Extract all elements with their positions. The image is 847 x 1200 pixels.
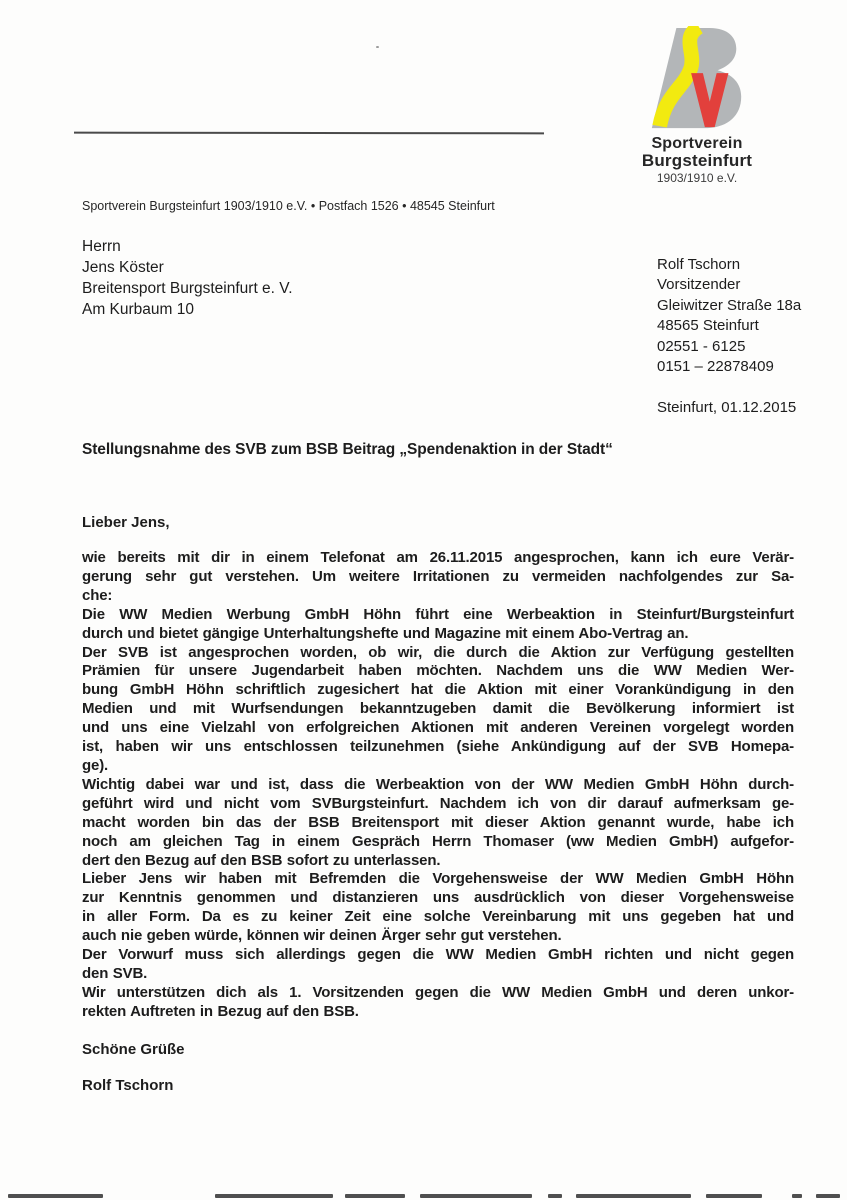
svb-logo-icon	[647, 26, 747, 136]
club-logo	[622, 26, 772, 185]
body-line: bung GmbH Höhn schriftlich zugesichert hat die Aktion mit einer Vorankündigung in den	[82, 681, 794, 699]
body-line: gerung sehr gut verstehen. Um weitere Irritationen zu vermeiden nachfolgendes zur Sa-	[82, 567, 794, 585]
logo-club-name-line2: Burgsteinfurt	[641, 151, 753, 170]
logo-founding-year: 1903/1910 e.V.	[656, 171, 738, 185]
body-line: Lieber Jens wir haben mit Befremden die Vorgehensweise der WW Medien GmbH Höhn	[82, 870, 794, 888]
scan-edge-artifact	[0, 1194, 847, 1198]
sender-contact-block	[657, 255, 801, 377]
sender-contact-line: Gleiwitzer Straße 18a	[657, 296, 802, 314]
letterhead-rule	[74, 132, 544, 135]
scan-speck	[376, 46, 379, 48]
body-line: Wir unterstützen dich als 1. Vorsitzenden gegen die WW Medien GmbH und deren unkor-	[82, 983, 794, 1001]
recipient-address-line: Herrn	[82, 238, 121, 255]
sender-contact-line: Vorsitzender	[657, 276, 741, 294]
body-line: rekten Auftreten in Bezug auf den BSB.	[82, 1002, 359, 1020]
body-line: ge).	[82, 756, 109, 774]
body-line: Prämien für unsere Jugendarbeit haben möchten. Nachdem uns die WW Medien Wer-	[82, 662, 794, 680]
body-line: den SVB.	[82, 964, 148, 982]
recipient-address-line: Am Kurbaum 10	[82, 301, 194, 318]
body-line: Wichtig dabei war und ist, dass die Werbeaktion von der WW Medien GmbH Höhn durch-	[82, 775, 794, 793]
body-line: in aller Form. Da es zu keiner Zeit eine solche Vereinbarung mit uns gegeben hat und	[82, 908, 794, 926]
body-line: wie bereits mit dir in einem Telefonat am 26.11.2015 angesprochen, kann ich eure Verär-	[82, 549, 794, 566]
body-line: durch und bietet gängige Unterhaltungshefte und Magazine mit einem Abo-Vertrag an.	[82, 624, 689, 642]
body-line: Der Vorwurf muss sich allerdings gegen die WW Medien GmbH richten und nicht gegen	[82, 946, 794, 964]
body-line: Die WW Medien Werbung GmbH Höhn führt eine Werbeaktion in Steinfurt/Burgsteinfurt	[82, 605, 794, 623]
body-line: geführt wird und nicht vom SVBurgsteinfurt. Nachdem ich von dir darauf aufmerksam ge-	[82, 794, 794, 812]
salutation: Lieber Jens,	[82, 514, 170, 531]
body-line: noch am gleichen Tag in einem Gespräch Herrn Thomaser (ww Medien GmbH) aufgefor-	[82, 832, 794, 850]
body-line: che:	[82, 586, 113, 604]
logo-club-name-line1: Sportverein	[651, 135, 743, 152]
body-line: Der SVB ist angesprochen worden, ob wir, die durch die Aktion zur Verfügung gestellten	[82, 643, 794, 661]
body-line: und uns eine Vielzahl von erfolgreichen Aktionen mit anderen Vereinen vorgelegt worden	[82, 719, 794, 737]
body-line: zur Kenntnis genommen und distanzieren uns ausdrücklich von dieser Vorgehensweise	[82, 889, 794, 907]
body-line: auch nie geben würde, können wir deinen Ärger sehr gut verstehen.	[82, 927, 562, 945]
recipient-address-line: Breitensport Burgsteinfurt e. V.	[82, 280, 293, 297]
sender-contact-line: 0151 – 22878409	[657, 358, 774, 376]
recipient-address-line: Jens Köster	[82, 259, 164, 276]
body-line: Medien und mit Wurfsendungen bekanntzugeben damit die Bevölkerung informiert ist	[82, 700, 794, 718]
return-address-line: Sportverein Burgsteinfurt 1903/1910 e.V. • Postfach 1526 • 48545 Steinfurt	[82, 199, 495, 213]
recipient-address-block	[82, 236, 293, 320]
body-line: dert den Bezug auf den BSB sofort zu unterlassen.	[82, 851, 441, 869]
letter-body	[82, 549, 794, 1022]
sender-contact-line: 48565 Steinfurt	[657, 317, 759, 335]
sender-contact-line: Rolf Tschorn	[657, 256, 741, 273]
subject-line: Stellungsnahme des SVB zum BSB Beitrag „Spendenaktion in der Stadt“	[82, 441, 613, 458]
closing-regards: Schöne Grüße	[82, 1041, 185, 1058]
sender-contact-line: 02551 - 6125	[657, 337, 746, 355]
signature-name: Rolf Tschorn	[82, 1077, 174, 1094]
date-line: Steinfurt, 01.12.2015	[657, 399, 797, 416]
body-line: ist, haben wir uns entschlossen teilzunehmen (siehe Ankündigung auf der SVB Homepa-	[82, 738, 794, 756]
body-line: macht worden bin das der BSB Breitensport mit dieser Aktion genannt wurde, habe ich	[82, 813, 794, 831]
